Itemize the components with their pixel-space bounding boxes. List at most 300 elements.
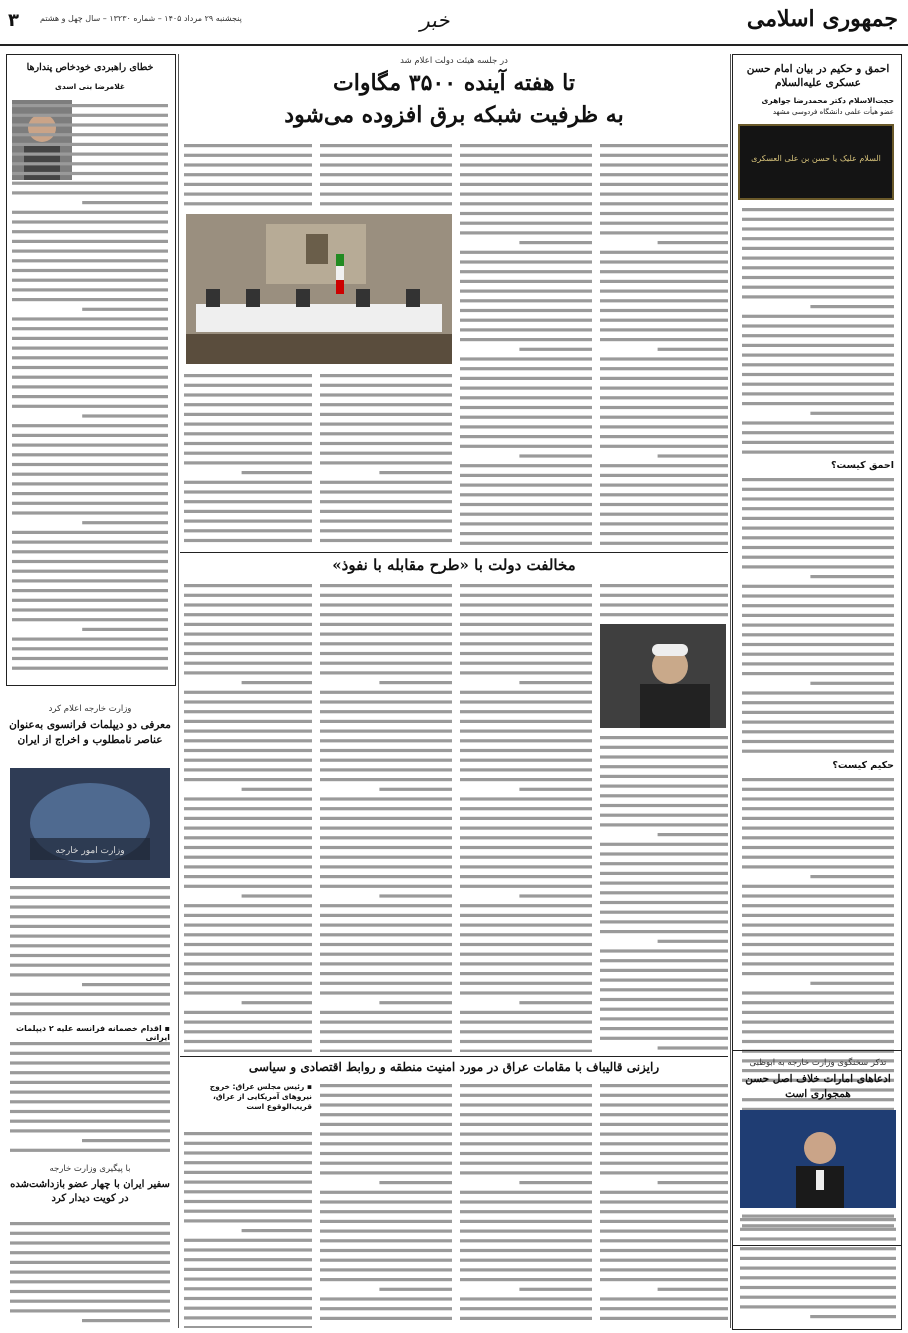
text-line [742,894,894,897]
text-line [460,474,592,477]
text-line [320,461,452,464]
text-line [184,1151,312,1154]
text-line [184,1021,312,1024]
text-line [810,305,894,308]
text-line [242,894,312,897]
text-line [184,1248,312,1251]
text-line [12,269,168,272]
text-line [600,988,728,991]
text-line [184,749,312,752]
qalibaf-col-4 [184,1128,312,1328]
text-line [184,510,312,513]
text-line [460,1230,592,1233]
section-title: خبر [420,8,450,32]
text-line [10,954,170,957]
text-line [742,633,894,636]
lead-headline-1: تا هفته آینده ۳۵۰۰ مگاوات [333,70,575,96]
text-line [460,493,592,496]
text-line [184,393,312,396]
text-line [460,1162,592,1165]
text-line [600,532,728,535]
text-line [184,1278,312,1281]
text-line [184,865,312,868]
right-column-subhead-1: احمق کیست؟ [831,460,894,471]
text-line [320,710,452,713]
text-line [460,739,592,742]
lead-body-col-2 [460,140,592,548]
text-line [12,560,168,563]
text-line [742,827,894,830]
text-line [460,484,592,487]
text-line [242,788,312,791]
text-line [184,1050,312,1052]
text-line [460,1297,592,1300]
text-line [742,943,894,946]
text-line [600,435,728,438]
text-line [810,575,894,578]
text-line [742,478,894,481]
text-line [184,633,312,636]
text-line [320,1050,452,1052]
text-line [184,1181,312,1184]
text-line [320,720,452,723]
text-line [184,1030,312,1033]
text-line [742,441,894,444]
text-line [460,425,592,428]
text-line [460,943,592,946]
text-line [184,652,312,655]
lead-body-col-3 [320,140,452,208]
text-line [460,445,592,448]
text-line [12,473,168,476]
text-line [600,603,728,606]
text-line [519,348,592,351]
text-lines [184,1128,312,1328]
text-line [600,1171,728,1174]
text-line [742,373,894,376]
text-line [658,454,728,457]
text-line [12,250,168,253]
text-line [12,220,168,223]
text-line [742,662,894,665]
text-lines [184,370,312,548]
text-line [12,172,168,175]
text-line [600,163,728,166]
text-line [460,1084,592,1087]
text-line [740,1257,896,1260]
text-line [184,982,312,985]
text-line [600,1220,728,1223]
text-line [600,1278,728,1281]
text-lines [740,1214,896,1326]
text-line [658,833,728,836]
text-line [460,1249,592,1252]
text-line [10,1271,170,1274]
text-line [460,406,592,409]
text-line [740,1237,896,1240]
text-line [742,691,894,694]
text-line [600,260,728,263]
text-line [10,1129,170,1132]
text-line [10,993,170,996]
text-line [12,279,168,282]
text-line [379,471,452,474]
text-line [460,1113,592,1116]
text-line [742,536,894,539]
text-lines [600,1080,728,1328]
text-line [742,972,894,975]
text-line [320,749,452,752]
text-line [742,1011,894,1014]
text-line [740,1286,896,1289]
text-line [742,517,894,520]
text-line [742,672,894,675]
text-line [460,435,592,438]
text-line [460,280,592,283]
text-line [460,270,592,273]
text-line [600,785,728,788]
text-line [184,972,312,975]
text-line [379,1288,452,1291]
text-line [460,982,592,985]
text-line [10,1100,170,1103]
text-line [600,872,728,875]
text-line [184,943,312,946]
text-line [320,1113,452,1116]
text-line [82,1319,170,1322]
fm-headline: معرفی دو دیپلمات فرانسوی به‌عنوان عناصر نامطلوب و اخراج از ایران [9,719,171,746]
text-line [600,1307,728,1310]
text-line [184,1161,312,1164]
text-line [460,338,592,341]
text-line [10,935,170,938]
text-line [184,461,312,464]
text-line [460,662,592,665]
text-line [742,527,894,530]
text-line [320,584,452,587]
text-line [600,794,728,797]
text-line [600,251,728,254]
text-line [600,1230,728,1233]
text-line [810,982,894,985]
text-line [184,539,312,542]
text-line [320,1040,452,1043]
text-line [600,1317,728,1320]
text-line [12,288,168,291]
text-line [320,807,452,810]
text-line [519,894,592,897]
qalibaf-top-rule [180,1056,728,1057]
text-line [460,885,592,888]
text-line [12,541,168,544]
text-line [184,423,312,426]
text-line [742,218,894,221]
text-line [742,604,894,607]
text-line [460,991,592,994]
text-line [742,497,894,500]
text-line [460,1094,592,1097]
text-line [742,402,894,405]
text-line [10,1002,170,1005]
text-line [742,585,894,588]
text-line [184,962,312,965]
text-line [12,405,168,408]
text-line [184,856,312,859]
text-line [658,1288,728,1291]
text-lines [600,732,728,1052]
text-line [320,413,452,416]
text-line [184,1210,312,1213]
text-line [12,647,168,650]
text-line [320,982,452,985]
text-line [600,765,728,768]
text-line [742,933,894,936]
text-line [600,193,728,196]
text-line [600,1297,728,1300]
text-line [460,914,592,917]
text-line [12,211,168,214]
text-line [600,969,728,972]
text-line [742,324,894,327]
text-line [810,412,894,415]
text-line [742,546,894,549]
right-column-subhead-2: حکیم کیست؟ [832,760,894,771]
text-line [184,1142,312,1145]
text-line [184,1132,312,1135]
text-lines [460,580,592,1052]
text-line [379,788,452,791]
qalibaf-subhead: ▪ رئیس مجلس عراق: خروج نیروهای آمریکایی از عراق، قریب‌الوقوع است [209,1082,312,1111]
text-line [320,856,452,859]
text-line [600,979,728,982]
text-line [460,1278,592,1281]
text-line [184,413,312,416]
text-line [184,1307,312,1310]
text-line [600,852,728,855]
text-lines [600,140,728,548]
lead-kicker: در جلسه هیئت دولت اعلام شد [400,56,508,66]
text-line [658,348,728,351]
text-line [10,1280,170,1283]
text-line [320,662,452,665]
text-line [600,1268,728,1271]
text-line [320,1259,452,1262]
text-line [460,154,592,157]
text-line [742,247,894,250]
text-line [12,385,168,388]
text-line [600,173,728,176]
text-line [600,542,728,545]
text-line [12,337,168,340]
text-line [184,154,312,157]
text-line [742,1001,894,1004]
text-line [320,1220,452,1223]
text-line [740,1267,896,1270]
text-line [10,1241,170,1244]
text-line [600,911,728,914]
text-line [742,208,894,211]
text-line [742,286,894,289]
spokesman-photo [600,624,726,728]
text-line [600,1142,728,1145]
text-line [742,807,894,810]
text-line [600,1239,728,1242]
column-divider [178,54,179,1328]
right-column-author: حجت‌الاسلام دکتر محمدرضا جواهری [761,96,894,105]
text-line [460,1011,592,1014]
uae-headline: ادعاهای امارات خلاف اصل حسن همجواری است [745,1073,891,1100]
text-line [742,315,894,318]
text-line [184,885,312,888]
text-line [12,511,168,514]
text-line [600,513,728,516]
text-line [600,1191,728,1194]
text-line [12,453,168,456]
text-line [320,875,452,878]
text-line [742,363,894,366]
text-line [460,613,592,616]
text-line [242,1001,312,1004]
text-line [600,212,728,215]
text-line [742,991,894,994]
text-line [320,642,452,645]
text-line [12,589,168,592]
text-line [320,885,452,888]
text-line [460,720,592,723]
right-column-image-caption: السلام علیک یا حسن بن علی العسکری [751,154,881,163]
text-line [658,940,728,943]
text-line [320,797,452,800]
right-column-author-role: عضو هیأت علمی دانشگاه فردوسی مشهد [772,108,894,116]
text-lines [600,580,728,620]
text-line [742,354,894,357]
text-line [12,657,168,660]
text-line [600,1008,728,1011]
text-line [320,403,452,406]
text-line [320,1307,452,1310]
text-line [460,778,592,781]
text-line [600,425,728,428]
text-line [184,384,312,387]
text-line [460,1191,592,1194]
uae-kicker: تذکر سخنگوی وزارت خارجه به ابوظبی [749,1058,887,1068]
text-lines [742,204,894,454]
text-line [184,1040,312,1043]
text-line [184,1316,312,1319]
text-line [184,432,312,435]
text-line [320,1268,452,1271]
text-line [519,681,592,684]
text-line [460,503,592,506]
text-line [600,357,728,360]
text-line [10,1012,170,1015]
text-line [600,522,728,525]
text-line [10,896,170,899]
text-line [12,327,168,330]
text-line [12,356,168,359]
text-line [460,522,592,525]
text-line [379,1181,452,1184]
text-line [320,827,452,830]
text-line [10,1091,170,1094]
text-lines [320,1080,452,1328]
text-line [460,299,592,302]
text-line [600,862,728,865]
text-line [320,529,452,532]
qalibaf-col-1 [600,1080,728,1328]
text-line [460,603,592,606]
text-line [10,1309,170,1312]
text-line [600,1162,728,1165]
text-line [460,691,592,694]
text-line [320,759,452,762]
text-line [460,231,592,234]
text-line [460,387,592,390]
text-line [10,1251,170,1254]
text-line [320,1142,452,1145]
text-line [320,173,452,176]
text-line [742,788,894,791]
text-line [460,1200,592,1203]
text-line [600,1113,728,1116]
text-line [742,334,894,337]
text-line [184,500,312,503]
fm-image-caption: وزارت امور خارجه [55,846,125,856]
text-line [460,759,592,762]
text-line [460,1307,592,1310]
text-line [320,914,452,917]
text-line [740,1305,896,1308]
text-lines [320,580,452,1052]
fm-body-1 [10,882,170,1022]
text-line [742,711,894,714]
text-line [320,739,452,742]
text-lines [184,140,312,208]
opposition-headline: مخالفت دولت با «طرح مقابله با نفوذ» [332,556,576,574]
text-line [12,550,168,553]
text-line [10,1222,170,1225]
text-line [742,556,894,559]
text-line [184,1297,312,1300]
text-line [320,202,452,205]
text-line [320,633,452,636]
text-line [184,904,312,907]
text-line [600,309,728,312]
kuwait-headline: سفیر ایران با چهار عضو بازداشت‌شده در کویت دیدار کرد [10,1179,170,1204]
text-line [320,520,452,523]
text-line [320,1084,452,1087]
text-line [460,222,592,225]
text-line [460,846,592,849]
text-line [12,579,168,582]
text-line [460,710,592,713]
dateline: پنجشنبه ۲۹ مرداد ۱۴۰۵ – شماره ۱۳۲۳۰ – سال چهل و هشتم [40,14,242,23]
text-line [10,1110,170,1113]
text-line [320,1249,452,1252]
text-line [320,539,452,542]
fm-kicker: وزارت خارجه اعلام کرد [48,704,132,714]
text-line [82,521,168,524]
text-line [10,944,170,947]
text-line [742,565,894,568]
text-line [742,740,894,743]
text-lines [184,580,312,1052]
fm-subhead: ▪ اقدام خصمانه فرانسه علیه ۲ دیپلمات ایرانی [16,1024,170,1042]
opposition-col-4 [184,580,312,1052]
opposition-col-1b [600,732,728,1052]
text-line [184,662,312,665]
text-line [658,1181,728,1184]
